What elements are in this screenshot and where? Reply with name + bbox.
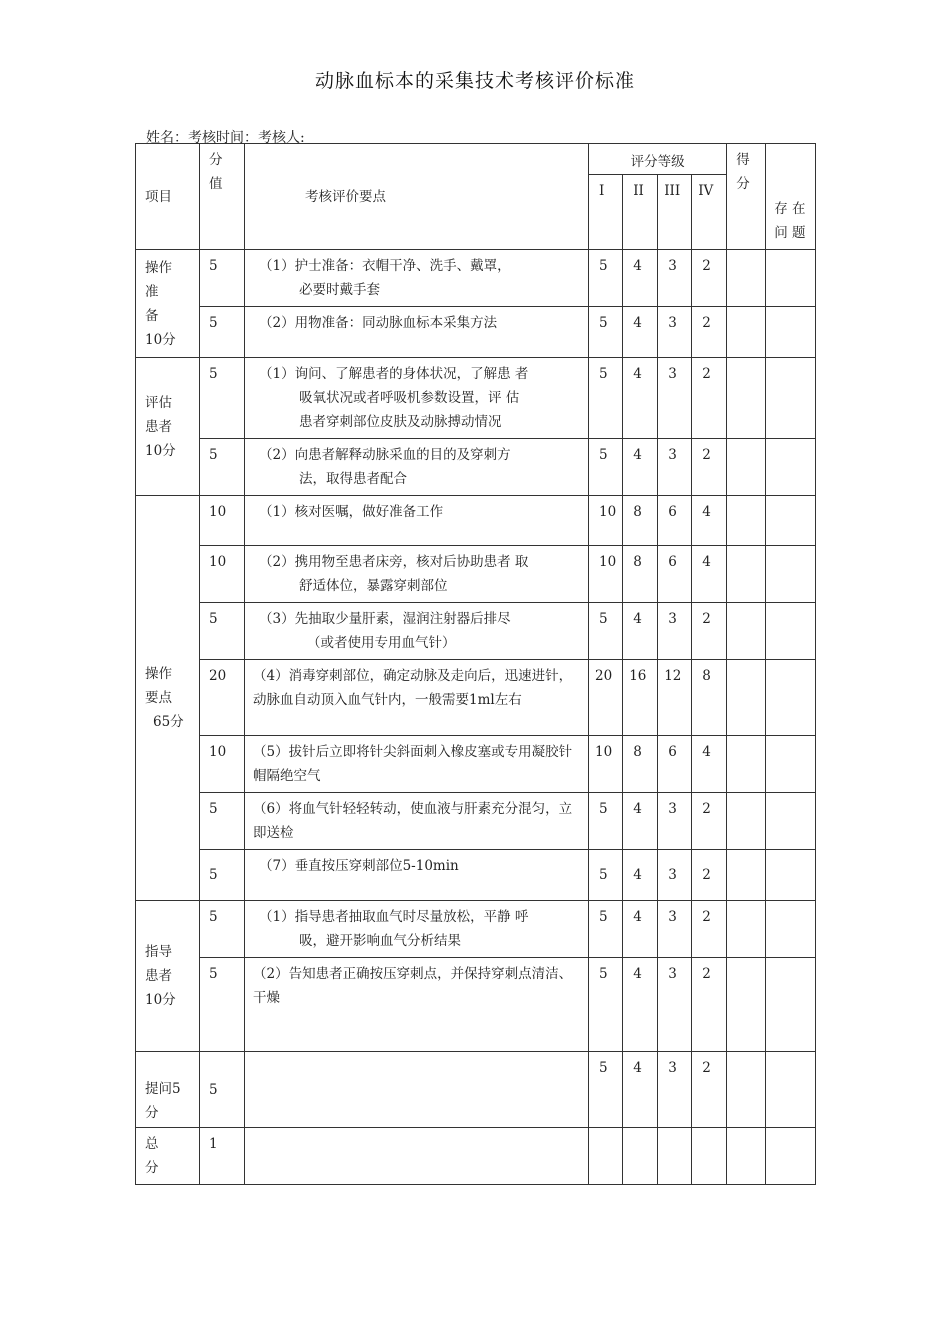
header-got: 得 分 — [727, 144, 766, 250]
grade-cell: 8 — [623, 496, 658, 546]
grade-cell: 2 — [692, 358, 727, 439]
score-cell: 5 — [200, 958, 245, 1052]
table-row — [136, 736, 816, 793]
point-cell: （2）携用物至患者床旁，核对后协助患者 取 舒适体位，暴露穿刺部位 — [245, 546, 589, 603]
grade-cell — [658, 1128, 692, 1185]
point-cell: （6）将血气针轻轻转动，使血液与肝素充分混匀，立即送检 — [245, 793, 589, 850]
score-cell: 1 — [200, 1128, 245, 1185]
grade-cell: 10 — [589, 546, 623, 603]
got-cell — [727, 793, 766, 850]
grade-cell: 3 — [658, 603, 692, 660]
grade-cell: 5 — [589, 1052, 623, 1128]
grade-cell: 8 — [623, 736, 658, 793]
point-cell: （2）向患者解释动脉采血的目的及穿刺方 法，取得患者配合 — [245, 439, 589, 496]
problem-cell — [766, 660, 816, 736]
point-cell — [245, 1128, 589, 1185]
point-cell: （1）询问、了解患者的身体状况，了解患 者 吸氧状况或者呼吸机参数设置，评 估 患者穿刺部位皮肤及动脉搏动情况 — [245, 358, 589, 439]
header-score: 分 值 — [200, 144, 245, 250]
grade-cell: 4 — [623, 603, 658, 660]
score-cell: 20 — [200, 660, 245, 736]
grade-cell: 4 — [623, 358, 658, 439]
grade-cell: 16 — [623, 660, 658, 736]
category-question: 提问5分 — [136, 1052, 200, 1128]
score-cell: 5 — [200, 358, 245, 439]
grade-cell: 4 — [692, 736, 727, 793]
grade-cell: 10 — [589, 736, 623, 793]
problem-cell — [766, 850, 816, 901]
header-grade-3: III — [658, 175, 692, 250]
point-cell: （7）垂直按压穿刺部位5-10min — [245, 850, 589, 901]
problem-cell — [766, 736, 816, 793]
grade-cell: 3 — [658, 958, 692, 1052]
problem-cell — [766, 439, 816, 496]
got-cell — [727, 850, 766, 901]
grade-cell: 2 — [692, 603, 727, 660]
category-assess: 评估 患者 10分 — [136, 358, 200, 496]
grade-cell: 5 — [589, 250, 623, 307]
header-item: 项目 — [136, 144, 200, 250]
grade-cell: 3 — [658, 1052, 692, 1128]
exam-meta: 姓名：考核时间：考核人: — [146, 130, 305, 146]
got-cell — [727, 546, 766, 603]
grade-cell: 4 — [623, 958, 658, 1052]
grade-cell: 2 — [692, 901, 727, 958]
page-title: 动脉血标本的采集技术考核评价标准 — [314, 70, 635, 92]
problem-cell — [766, 1052, 816, 1128]
score-cell: 5 — [200, 250, 245, 307]
header-grade-4: IV — [692, 175, 727, 250]
grade-cell: 8 — [692, 660, 727, 736]
grade-cell: 3 — [658, 439, 692, 496]
got-cell — [727, 1052, 766, 1128]
grade-cell: 3 — [658, 793, 692, 850]
got-cell — [727, 1128, 766, 1185]
grade-cell: 5 — [589, 439, 623, 496]
table-row — [136, 250, 816, 307]
table-row — [136, 660, 816, 736]
score-cell: 5 — [200, 307, 245, 358]
score-cell: 5 — [200, 850, 245, 901]
header-points: 考核评价要点 — [245, 144, 589, 250]
total-row — [136, 1128, 816, 1185]
problem-cell — [766, 496, 816, 546]
got-cell — [727, 603, 766, 660]
got-cell — [727, 250, 766, 307]
table-row — [136, 793, 816, 850]
table-row — [136, 850, 816, 901]
point-cell — [245, 1052, 589, 1128]
grade-cell: 2 — [692, 307, 727, 358]
problem-cell — [766, 1128, 816, 1185]
grade-cell — [589, 1128, 623, 1185]
grade-cell — [692, 1128, 727, 1185]
grade-cell: 3 — [658, 901, 692, 958]
grade-cell: 4 — [623, 793, 658, 850]
point-cell: （5）拔针后立即将针尖斜面刺入橡皮塞或专用凝胶针帽隔绝空气 — [245, 736, 589, 793]
table-row — [136, 496, 816, 546]
grade-cell: 2 — [692, 850, 727, 901]
header-grade: 评分等级 — [589, 144, 727, 175]
problem-cell — [766, 958, 816, 1052]
problem-cell — [766, 250, 816, 307]
table-row — [136, 546, 816, 603]
evaluation-table — [135, 143, 816, 1185]
table-row — [136, 307, 816, 358]
category-guidance: 指导 患者 10分 — [136, 901, 200, 1052]
problem-cell — [766, 603, 816, 660]
grade-cell: 6 — [658, 736, 692, 793]
grade-cell: 2 — [692, 439, 727, 496]
point-cell: （1）核对医嘱，做好准备工作 — [245, 496, 589, 546]
header-grade-1: I — [589, 175, 623, 250]
score-cell: 5 — [200, 793, 245, 850]
point-cell: （1）指导患者抽取血气时尽量放松，平静 呼 吸，避开影响血气分析结果 — [245, 901, 589, 958]
grade-cell: 5 — [589, 850, 623, 901]
category-total: 总分 — [136, 1128, 200, 1185]
score-cell: 5 — [200, 1052, 245, 1128]
grade-cell: 4 — [623, 439, 658, 496]
grade-cell: 2 — [692, 958, 727, 1052]
point-cell: （4）消毒穿刺部位，确定动脉及走向后，迅速进针，动脉血自动顶入血气针内，一般需要1ml左右 — [245, 660, 589, 736]
grade-cell: 10 — [589, 496, 623, 546]
grade-cell: 6 — [658, 496, 692, 546]
got-cell — [727, 901, 766, 958]
category-prep: 操作 准 备 10分 — [136, 250, 200, 358]
grade-cell: 6 — [658, 546, 692, 603]
grade-cell: 4 — [623, 307, 658, 358]
grade-cell: 3 — [658, 358, 692, 439]
got-cell — [727, 496, 766, 546]
header-row — [136, 144, 816, 175]
problem-cell — [766, 546, 816, 603]
grade-cell: 3 — [658, 250, 692, 307]
header-grade-2: II — [623, 175, 658, 250]
category-operation: 操作 要点 65分 — [136, 496, 200, 901]
grade-cell: 4 — [623, 901, 658, 958]
got-cell — [727, 958, 766, 1052]
grade-cell: 3 — [658, 307, 692, 358]
score-cell: 5 — [200, 901, 245, 958]
header-problem: 存 在 问 题 — [766, 144, 816, 250]
problem-cell — [766, 358, 816, 439]
table-row — [136, 358, 816, 439]
grade-cell: 5 — [589, 901, 623, 958]
problem-cell — [766, 793, 816, 850]
grade-cell: 5 — [589, 358, 623, 439]
point-cell: （3）先抽取少量肝素，湿润注射器后排尽 （或者使用专用血气针） — [245, 603, 589, 660]
table-row — [136, 603, 816, 660]
grade-cell: 4 — [623, 1052, 658, 1128]
grade-cell: 2 — [692, 1052, 727, 1128]
grade-cell: 2 — [692, 250, 727, 307]
score-cell: 5 — [200, 439, 245, 496]
grade-cell: 5 — [589, 958, 623, 1052]
table-row — [136, 901, 816, 958]
got-cell — [727, 660, 766, 736]
grade-cell: 12 — [658, 660, 692, 736]
table-row — [136, 1052, 816, 1128]
grade-cell: 20 — [589, 660, 623, 736]
score-cell: 10 — [200, 496, 245, 546]
table-row — [136, 439, 816, 496]
got-cell — [727, 736, 766, 793]
point-cell: （1）护士准备：衣帽干净、洗手、戴罩， 必要时戴手套 — [245, 250, 589, 307]
got-cell — [727, 439, 766, 496]
grade-cell: 2 — [692, 793, 727, 850]
grade-cell: 5 — [589, 793, 623, 850]
grade-cell: 5 — [589, 603, 623, 660]
score-cell: 10 — [200, 546, 245, 603]
point-cell: （2）告知患者正确按压穿刺点，并保持穿刺点清洁、干燥 — [245, 958, 589, 1052]
grade-cell: 4 — [692, 496, 727, 546]
grade-cell — [623, 1128, 658, 1185]
score-cell: 10 — [200, 736, 245, 793]
table-row — [136, 958, 816, 1052]
grade-cell: 4 — [623, 850, 658, 901]
grade-cell: 5 — [589, 307, 623, 358]
problem-cell — [766, 901, 816, 958]
grade-cell: 4 — [623, 250, 658, 307]
grade-cell: 4 — [692, 546, 727, 603]
score-cell: 5 — [200, 603, 245, 660]
got-cell — [727, 358, 766, 439]
problem-cell — [766, 307, 816, 358]
grade-cell: 8 — [623, 546, 658, 603]
grade-cell: 3 — [658, 850, 692, 901]
got-cell — [727, 307, 766, 358]
point-cell: （2）用物准备：同动脉血标本采集方法 — [245, 307, 589, 358]
